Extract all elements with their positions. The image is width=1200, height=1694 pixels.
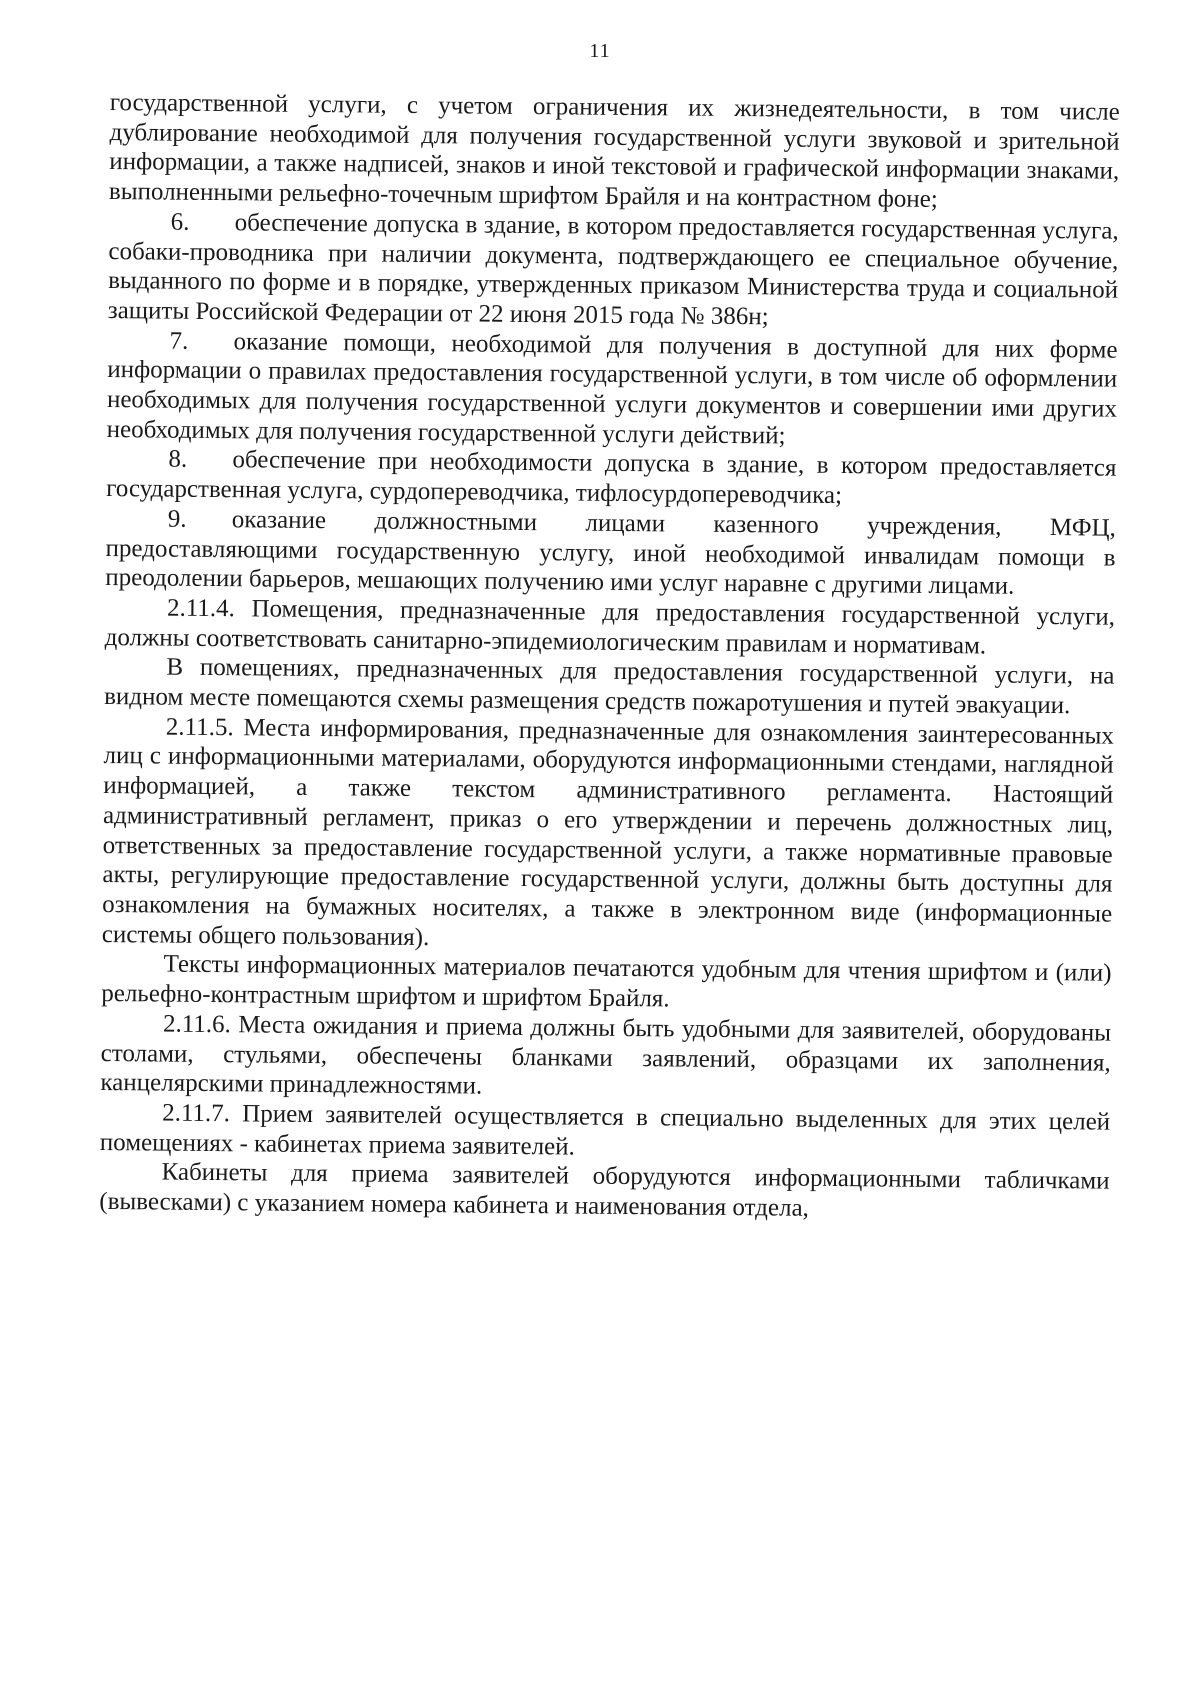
list-item-text: обеспечение допуска в здание, в котором предоставляется государственная услуга, собаки-проводника при наличии документа, подтверждающего ее специальное обучение, выданного по форме и в порядке, утвержденных приказом Министерства труда и социальной защиты Российской Федерации от 22 июня 2015 года № 386н; [107, 209, 1119, 331]
list-item-6 [108, 207, 1119, 336]
list-item-8 [106, 444, 1117, 513]
paragraph-2-11-4: 2.11.4. Помещения, предназначенные для предоставления государственной услуги, должны соответствовать санитарно-эпидемиологическим правилам и нормативам. [104, 594, 1116, 660]
paragraph-evacuation-schemes: В помещениях, предназначенных для предоставления государственной услуги, на видном месте помещаются схемы размещения средств пожаротушения и путей эвакуации. [104, 653, 1115, 720]
paragraph-office-signs: Кабинеты для приема заявителей оборудуются информационными табличками (вывесками) с указанием номера кабинета и наименования отдела, [99, 1158, 1110, 1222]
list-item-9 [105, 504, 1116, 603]
page-number: 11 [589, 40, 611, 62]
paragraph-2-11-7: 2.11.7. Прием заявителей осуществляется в специально выделенных для этих целей помещениях - кабинетах приема заявителей. [99, 1099, 1111, 1161]
list-item-number: 6. [170, 208, 190, 236]
paragraph-2-11-6: 2.11.6. Места ожидания и приема должны быть удобными для заявителей, оборудованы столами, стульями, обеспечены бланками заявлений, образцами их заполнения, канцелярскими принадлежностями. [100, 1010, 1112, 1100]
list-item-text: оказание должностными лицами казенного учреждения, МФЦ, предоставляющими государственную услугу, иной необходимой инвалидам помощи в преодолении барьеров, мешающих получению ими услуг наравне с другими лицами. [105, 506, 1116, 600]
document-body [99, 88, 1120, 1226]
list-item-number: 8. [168, 446, 188, 474]
list-item-text: обеспечение при необходимости допуска в здание, в котором предоставляется государственная услуга, сурдопереводчика, тифлосурдопереводчика; [106, 446, 1117, 510]
paragraph-2-11-5: 2.11.5. Места информирования, предназначенные для ознакомления заинтересованных лиц с информационными материалами, оборудуются информационными стендами, наглядной информацией, а также текстом административного регламента. Настоящий административный регламент, приказ о его утверждении и перечень должностных лиц, ответственных за предоставление государственной услуги, а также нормативные правовые акты, регулирующие предоставление государственной услуги, должны быть доступны для ознакомления на бумажных носителях, а также в электронном виде (информационные системы общего пользования). [101, 713, 1114, 951]
paragraph-continuation: государственной услуги, с учетом ограничения их жизнедеятельности, в том числе дублирование необходимой для получения государственной услуги звуковой и зрительной информации, а также надписей, знаков и иной текстовой и графической информации знаками, выполненными рельефно-точечным шрифтом Брайля и на контрастном фоне; [108, 88, 1120, 214]
list-item-7 [107, 326, 1118, 455]
list-item-text: оказание помощи, необходимой для получения в доступной для них форме информации о правилах предоставления государственной услуги, в том числе об оформлении необходимых для получения государственной услуги документов и совершении ими других необходимых для получения государственной услуги действий; [106, 327, 1118, 450]
list-item-number: 7. [169, 327, 189, 355]
list-item-number: 9. [167, 505, 187, 533]
paragraph-braille-materials: Тексты информационных материалов печатаются удобным для чтения шрифтом и (или) рельефно-контрастным шрифтом и шрифтом Брайля. [101, 950, 1112, 1013]
